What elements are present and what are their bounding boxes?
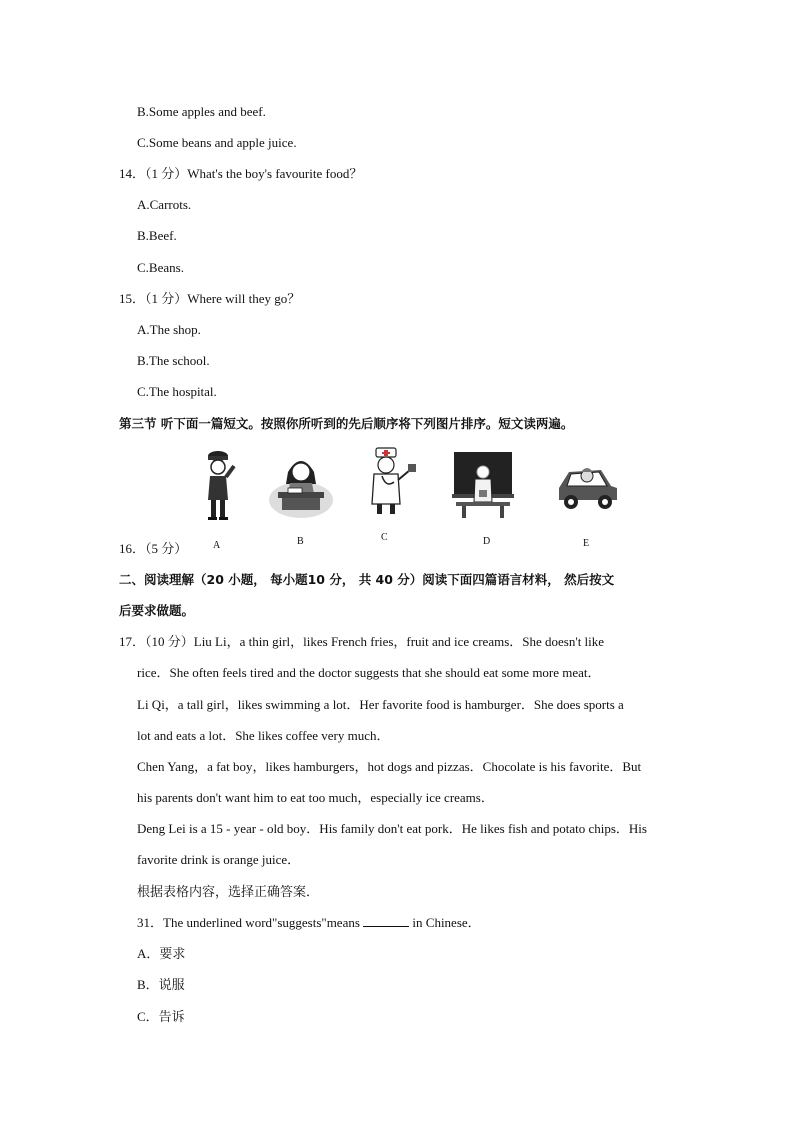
part2-heading-line2: 后要求做题。	[119, 603, 195, 618]
q15-option-b: B.The school.	[137, 353, 210, 368]
q17-passage-line4: lot and eats a lot．She likes coffee very much．	[137, 728, 390, 743]
picture-label-c: C	[381, 532, 388, 543]
q31-option-a: A．要求	[137, 946, 186, 961]
doctor-icon	[364, 446, 420, 516]
girl-at-desk-icon	[268, 450, 334, 520]
driver-in-car-icon	[555, 458, 621, 512]
q17-passage-line5: Chen Yang，a fat boy，likes hamburgers，hot dogs and pizzas．Chocolate is his favorite．But	[137, 759, 642, 774]
police-officer-icon	[196, 450, 240, 522]
q17-passage-line8: favorite drink is orange juice．	[137, 852, 301, 867]
picture-label-d: D	[483, 536, 491, 547]
q31-option-b: B．说服	[137, 977, 185, 992]
q16-label: 16．（5 分）	[119, 541, 188, 556]
q14-option-c: C.Beans.	[137, 260, 184, 275]
q17-passage-line2: rice．She often feels tired and the doctor suggests that she should eat some more meat．	[137, 665, 601, 680]
picture-label-e: E	[583, 538, 590, 549]
q31-stem-before: 31．The underlined word"suggests"means	[137, 915, 360, 930]
q15-option-c: C.The hospital.	[137, 384, 217, 399]
picture-label-a: A	[213, 540, 221, 551]
q14-option-a: A.Carrots.	[137, 197, 192, 212]
q14-stem: 14．（1 分）What's the boy's favourite food？	[119, 166, 363, 181]
q17-passage-line3: Li Qi，a tall girl，likes swimming a lot．Her favorite food is hamburger．She does sports a	[137, 697, 624, 712]
q13-option-c: C.Some beans and apple juice.	[137, 135, 297, 150]
q17-passage-line6: his parents don't want him to eat too much，especially ice creams．	[137, 790, 494, 805]
q17-instruction: 根据表格内容，选择正确答案．	[137, 884, 320, 899]
q13-option-b: B.Some apples and beef.	[137, 104, 266, 119]
teacher-at-blackboard-icon	[452, 452, 514, 520]
q17-passage-line7: Deng Lei is a 15 - year - old boy．His family don't eat pork．He likes fish and potato chips．His	[137, 821, 647, 836]
section3-heading: 第三节 听下面一篇短文。按照你所听到的先后顺序将下列图片排序。短文读两遍。	[119, 416, 574, 431]
q31-option-c: C．告诉	[137, 1009, 185, 1024]
part2-heading-line1: 二、阅读理解（20 小题， 每小题10 分， 共 40 分）阅读下面四篇语言材料， 然后按文	[119, 572, 615, 587]
q17-passage-line1: 17．（10 分）Liu Li，a thin girl，likes French fries，fruit and ice creams．She doesn't like	[119, 634, 605, 649]
q31-stem	[137, 915, 481, 931]
picture-label-b: B	[297, 536, 304, 547]
q14-option-b: B.Beef.	[137, 228, 177, 243]
q15-option-a: A.The shop.	[137, 322, 201, 337]
answer-blank	[363, 915, 409, 927]
q31-stem-after: in Chinese．	[412, 915, 481, 930]
q15-stem: 15．（1 分）Where will they go？	[119, 291, 301, 306]
